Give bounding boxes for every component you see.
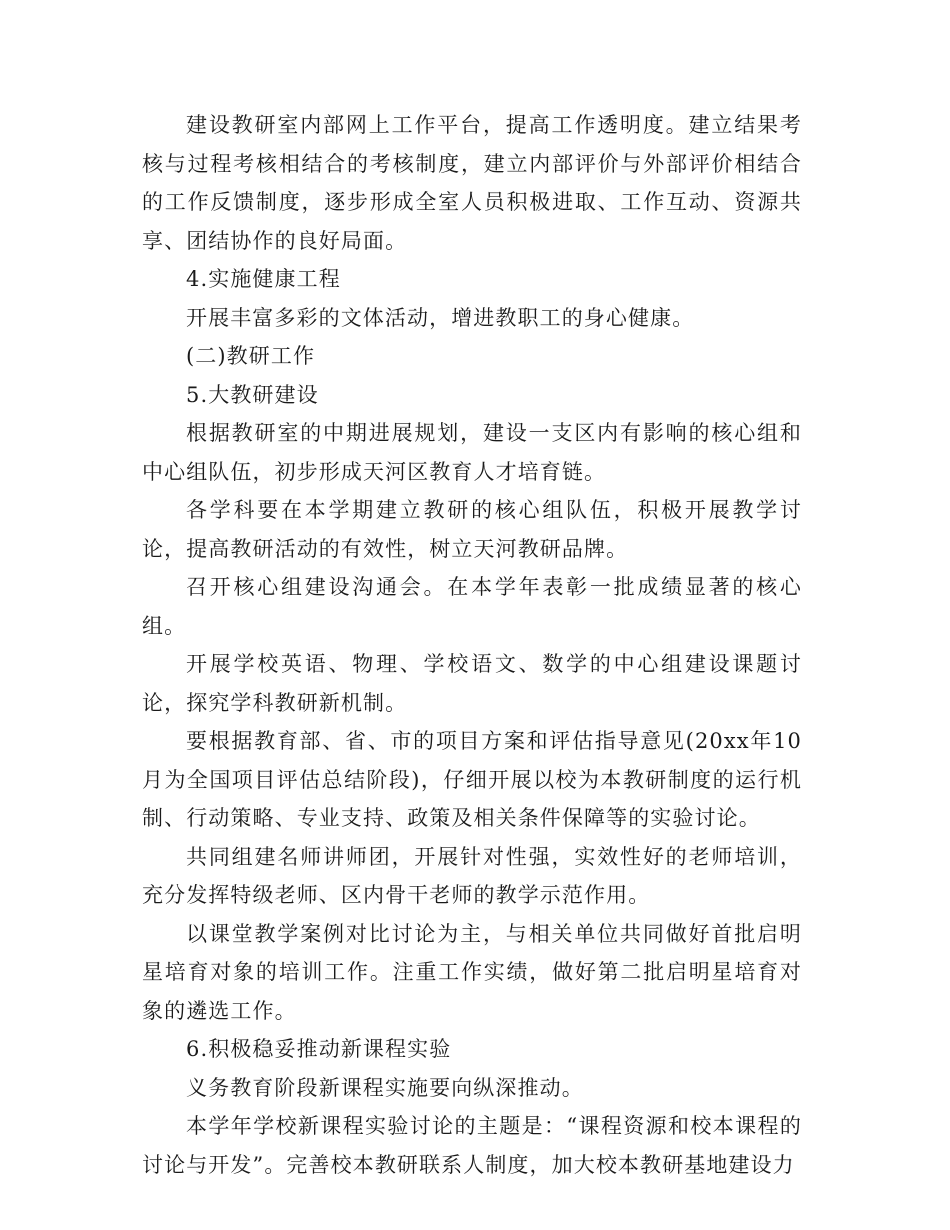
section-heading: 6.积极稳妥推动新课程实验 [186,1037,452,1061]
paragraph: 建设教研室内部网上工作平台，提高工作透明度。建立结果考核与过程考核相结合的考核制度，建立内部评价与外部评价相结合的工作反馈制度，逐步形成全室人员积极进取、工作互动、资源共享、团结协作的良好局面。 [142,113,802,253]
paragraph: 本学年学校新课程实验讨论的主题是：“课程资源和校本课程的讨论与开发”。完善校本教研联系人制度，加大校本教研基地建设力 [142,1114,802,1177]
section-heading: 5.大教研建设 [186,382,319,407]
paragraph: 开展学校英语、物理、学校语文、数学的中心组建设课题讨论，探究学科教研新机制。 [142,652,802,715]
paragraph: 以课堂教学案例对比讨论为主，与相关单位共同做好首批启明星培育对象的培训工作。注重工作实绩，做好第二批启明星培育对象的遴选工作。 [142,921,802,1023]
paragraph: 根据教研室的中期进展规划，建设一支区内有影响的核心组和中心组队伍，初步形成天河区教育人才培育链。 [142,421,802,484]
document-body [142,106,802,1184]
paragraph: 开展丰富多彩的文体活动，增进教职工的身心健康。 [186,305,695,330]
paragraph: 要根据教育部、省、市的项目方案和评估指导意见(20xx年10月为全国项目评估总结阶段)，仔细开展以校为本教研制度的运行机制、行动策略、专业支持、政策及相关条件保障等的实验讨论。 [142,729,802,830]
paragraph: 召开核心组建设沟通会。在本学年表彰一批成绩显著的核心组。 [142,575,802,638]
paragraph: 各学科要在本学期建立教研的核心组队伍，积极开展教学讨论，提高教研活动的有效性，树立天河教研品牌。 [142,498,802,561]
section-heading: 4.实施健康工程 [186,267,341,291]
section-heading: (二)教研工作 [186,344,316,368]
paragraph: 义务教育阶段新课程实施要向纵深推动。 [186,1075,584,1100]
paragraph: 共同组建名师讲师团，开展针对性强，实效性好的老师培训，充分发挥特级老师、区内骨干老师的教学示范作用。 [142,844,802,907]
